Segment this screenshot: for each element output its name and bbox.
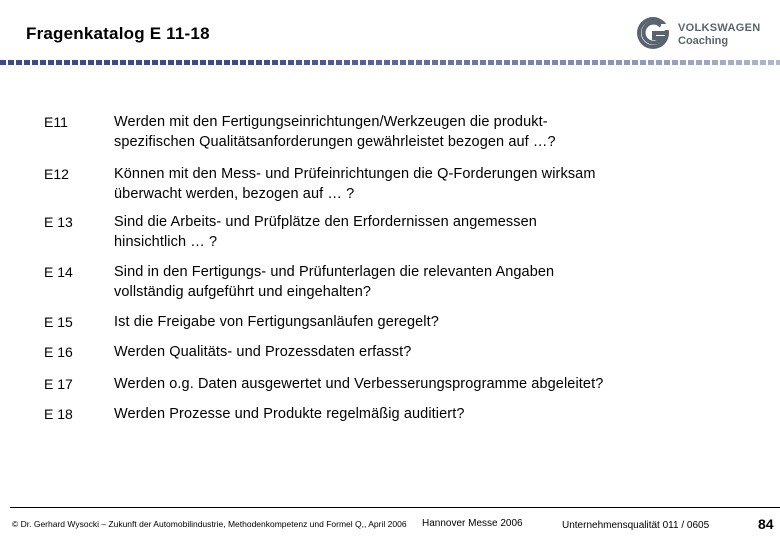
question-code: E 13	[44, 214, 73, 230]
question-text: Sind in den Fertigungs- und Prüfunterlagen die relevanten Angaben vollständig aufgeführt und eingehalten?	[114, 264, 555, 300]
question-code: E11	[44, 114, 68, 130]
question-text: Werden o.g. Daten ausgewertet und Verbesserungsprogramme abgeleitet?	[114, 376, 604, 392]
question-code: E 17	[44, 376, 73, 392]
question-code: E12	[44, 166, 69, 182]
question-text: Werden Prozesse und Produkte regelmäßig auditiert?	[114, 406, 465, 422]
page-title: Fragenkatalog E 11-18	[26, 24, 210, 43]
question-text: Werden Qualitäts- und Prozessdaten erfasst?	[114, 344, 412, 360]
logo-brand-text: VOLKSWAGEN	[678, 22, 761, 34]
footer-event: Hannover Messe 2006	[422, 518, 523, 529]
footer-divider	[10, 507, 750, 508]
question-code: E 18	[44, 406, 73, 422]
question-code: E 14	[44, 264, 73, 280]
logo-sub-text: Coaching	[678, 35, 729, 47]
vw-coaching-logo	[634, 14, 774, 54]
question-text: Ist die Freigabe von Fertigungsanläufen geregelt?	[114, 314, 439, 330]
question-text: Sind die Arbeits- und Prüfplätze den Erfordernissen angemessen hinsichtlich … ?	[114, 214, 537, 250]
question-text: Können mit den Mess- und Prüfeinrichtungen die Q-Forderungen wirksam überwacht werden, bezogen auf … ?	[114, 166, 596, 202]
question-code: E 16	[44, 344, 73, 360]
vw-coaching-g-icon	[634, 14, 672, 52]
question-text: Werden mit den Fertigungseinrichtungen/Werkzeugen die produkt- spezifischen Qualitätsanforderungen gewährleistet bezogen auf …?	[114, 114, 556, 150]
footer-section: Unternehmensqualität 011 / 0605	[562, 520, 710, 531]
question-code: E 15	[44, 314, 73, 330]
footer-copyright: © Dr. Gerhard Wysocki – Zukunft der Automobilindustrie, Methodenkompetenz und Formel Q,, April 2006	[12, 519, 407, 529]
page-number: 84	[758, 516, 774, 532]
